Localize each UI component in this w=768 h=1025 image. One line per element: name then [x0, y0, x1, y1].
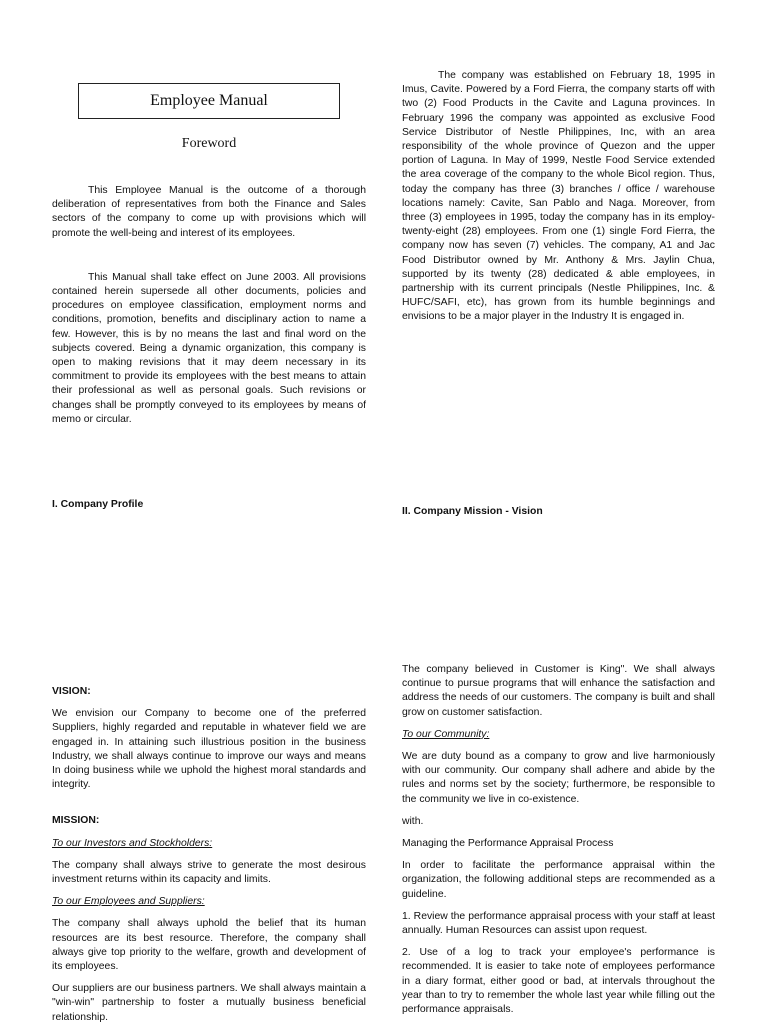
with-text: with. — [402, 815, 424, 827]
foreword-paragraph-2: This Manual shall take effect on June 2003. All provisions contained herein supersede all other documents, policies and procedures on employee classification, employment norms and conditions, promotion, benefits and disciplinary action to name a few. However, this is by no means the last and final word on the subjects covered. Being a dynamic organization, this company is open to making revisions that it may deem necessary in its commitment to provide its employees with the best means to attain their professional as well as personal goals. Such revisions or changes shall be promptly conveyed to its employees by means of memo or circular. — [52, 271, 366, 425]
employees-text: The company shall always uphold the belief that its human resources are its best resource. Therefore, the company shall always give top priority to the welfare, growth and development of its employees. — [52, 918, 366, 973]
foreword-paragraph-1: This Employee Manual is the outcome of a thorough deliberation of representatives from both the Finance and Sales sectors of the company to come up with provisions which will promote the well-being and interest of its employees. — [52, 185, 366, 239]
customer-community-section — [402, 663, 715, 1017]
appraisal-step-2: 2. Use of a log to track your employee's performance is recommended. It is easier to take note of employees performance in a diary format, either good or bad, at intervals throughout the year than to try to remember the whole last year while filling out the performance appraisals. — [402, 947, 715, 1016]
investors-text: The company shall always strive to generate the most desirous investment returns within its capacity and limits. — [52, 859, 366, 886]
suppliers-text: Our suppliers are our business partners. We shall always maintain a "win-win" partnership to foster a mutually business beneficial relationship. — [52, 983, 366, 1023]
company-history — [402, 69, 715, 325]
foreword-heading: Foreword — [181, 136, 237, 151]
vision-mission-section — [52, 685, 366, 1025]
appraisal-step-1: 1. Review the performance appraisal process with your staff at least annually. Human Resources can assist upon request. — [402, 910, 715, 937]
customer-text: The company believed in Customer is King". We shall always continue to pursue programs that will enhance the satisfaction and address the needs of our customers. The company is built and shall grow on customer satisfaction. — [402, 664, 715, 718]
appraisal-intro: In order to facilitate the performance appraisal within the organization, the following additional steps are recommended as a guideline. — [402, 860, 715, 900]
community-heading: To our Community: — [402, 728, 490, 740]
investors-heading: To our Investors and Stockholders: — [52, 837, 213, 849]
vision-text: We envision our Company to become one of the preferred Suppliers, highly regarded and reputable in whatever field we are engaged in. In attaining such illustrious position in the business Industry, we shall always continue to improve our ways and means In doing business while we uphold the highest moral standards and integrity. — [52, 708, 366, 791]
foreword-section — [52, 184, 366, 427]
employees-heading: To our Employees and Suppliers: — [52, 896, 205, 908]
community-text: We are duty bound as a company to grow and live harmoniously with our community. Our company shall adhere and abide by the rules and norms set by the society; furthermore, be responsible to the community we live in co-existence. — [402, 751, 715, 805]
section-1-heading: I. Company Profile — [52, 499, 144, 510]
appraisal-heading: Managing the Performance Appraisal Process — [402, 838, 614, 850]
document-title: Employee Manual — [78, 83, 340, 119]
vision-heading: VISION: — [52, 686, 91, 697]
history-paragraph: The company was established on February 18, 1995 in Imus, Cavite. Powered by a Ford Fierra, the company starts off with two (2) Food Products in the Cavite and Laguna provinces. In February 1996 the company was appointed as exclusive Food Service Distributor of Nestle Philippines, Inc, with an area responsibility of the whole province of Quezon and the upper portion of Laguna. In May of 1999, Nestle Food Service extended the area coverage of the company to the whole Bicol region. Thus, today the company has three (3) branches / office / warehouse locations namely: Cavite, San Pablo and Naga. Moreover, from three (3) employees in 1995, today the company has in its employ-twenty-eight (28) employees. From one (1) single Ford Fierra, the company now has seven (7) vehicles. The company, A1 and Jac Food Distributor owned by Mr. Anthony & Mrs. Jaylin Chua, supported by its twenty (28) dedicated & able employees, in partnership with its current principals (Nestle Philippines, Inc. & HUFC/SAFI, etc), has grown from its humble beginnings and envisions to be a major player in the Industry It is engaged in. — [402, 70, 715, 323]
mission-heading: MISSION: — [52, 815, 100, 827]
section-2-heading: II. Company Mission - Vision — [402, 506, 543, 517]
